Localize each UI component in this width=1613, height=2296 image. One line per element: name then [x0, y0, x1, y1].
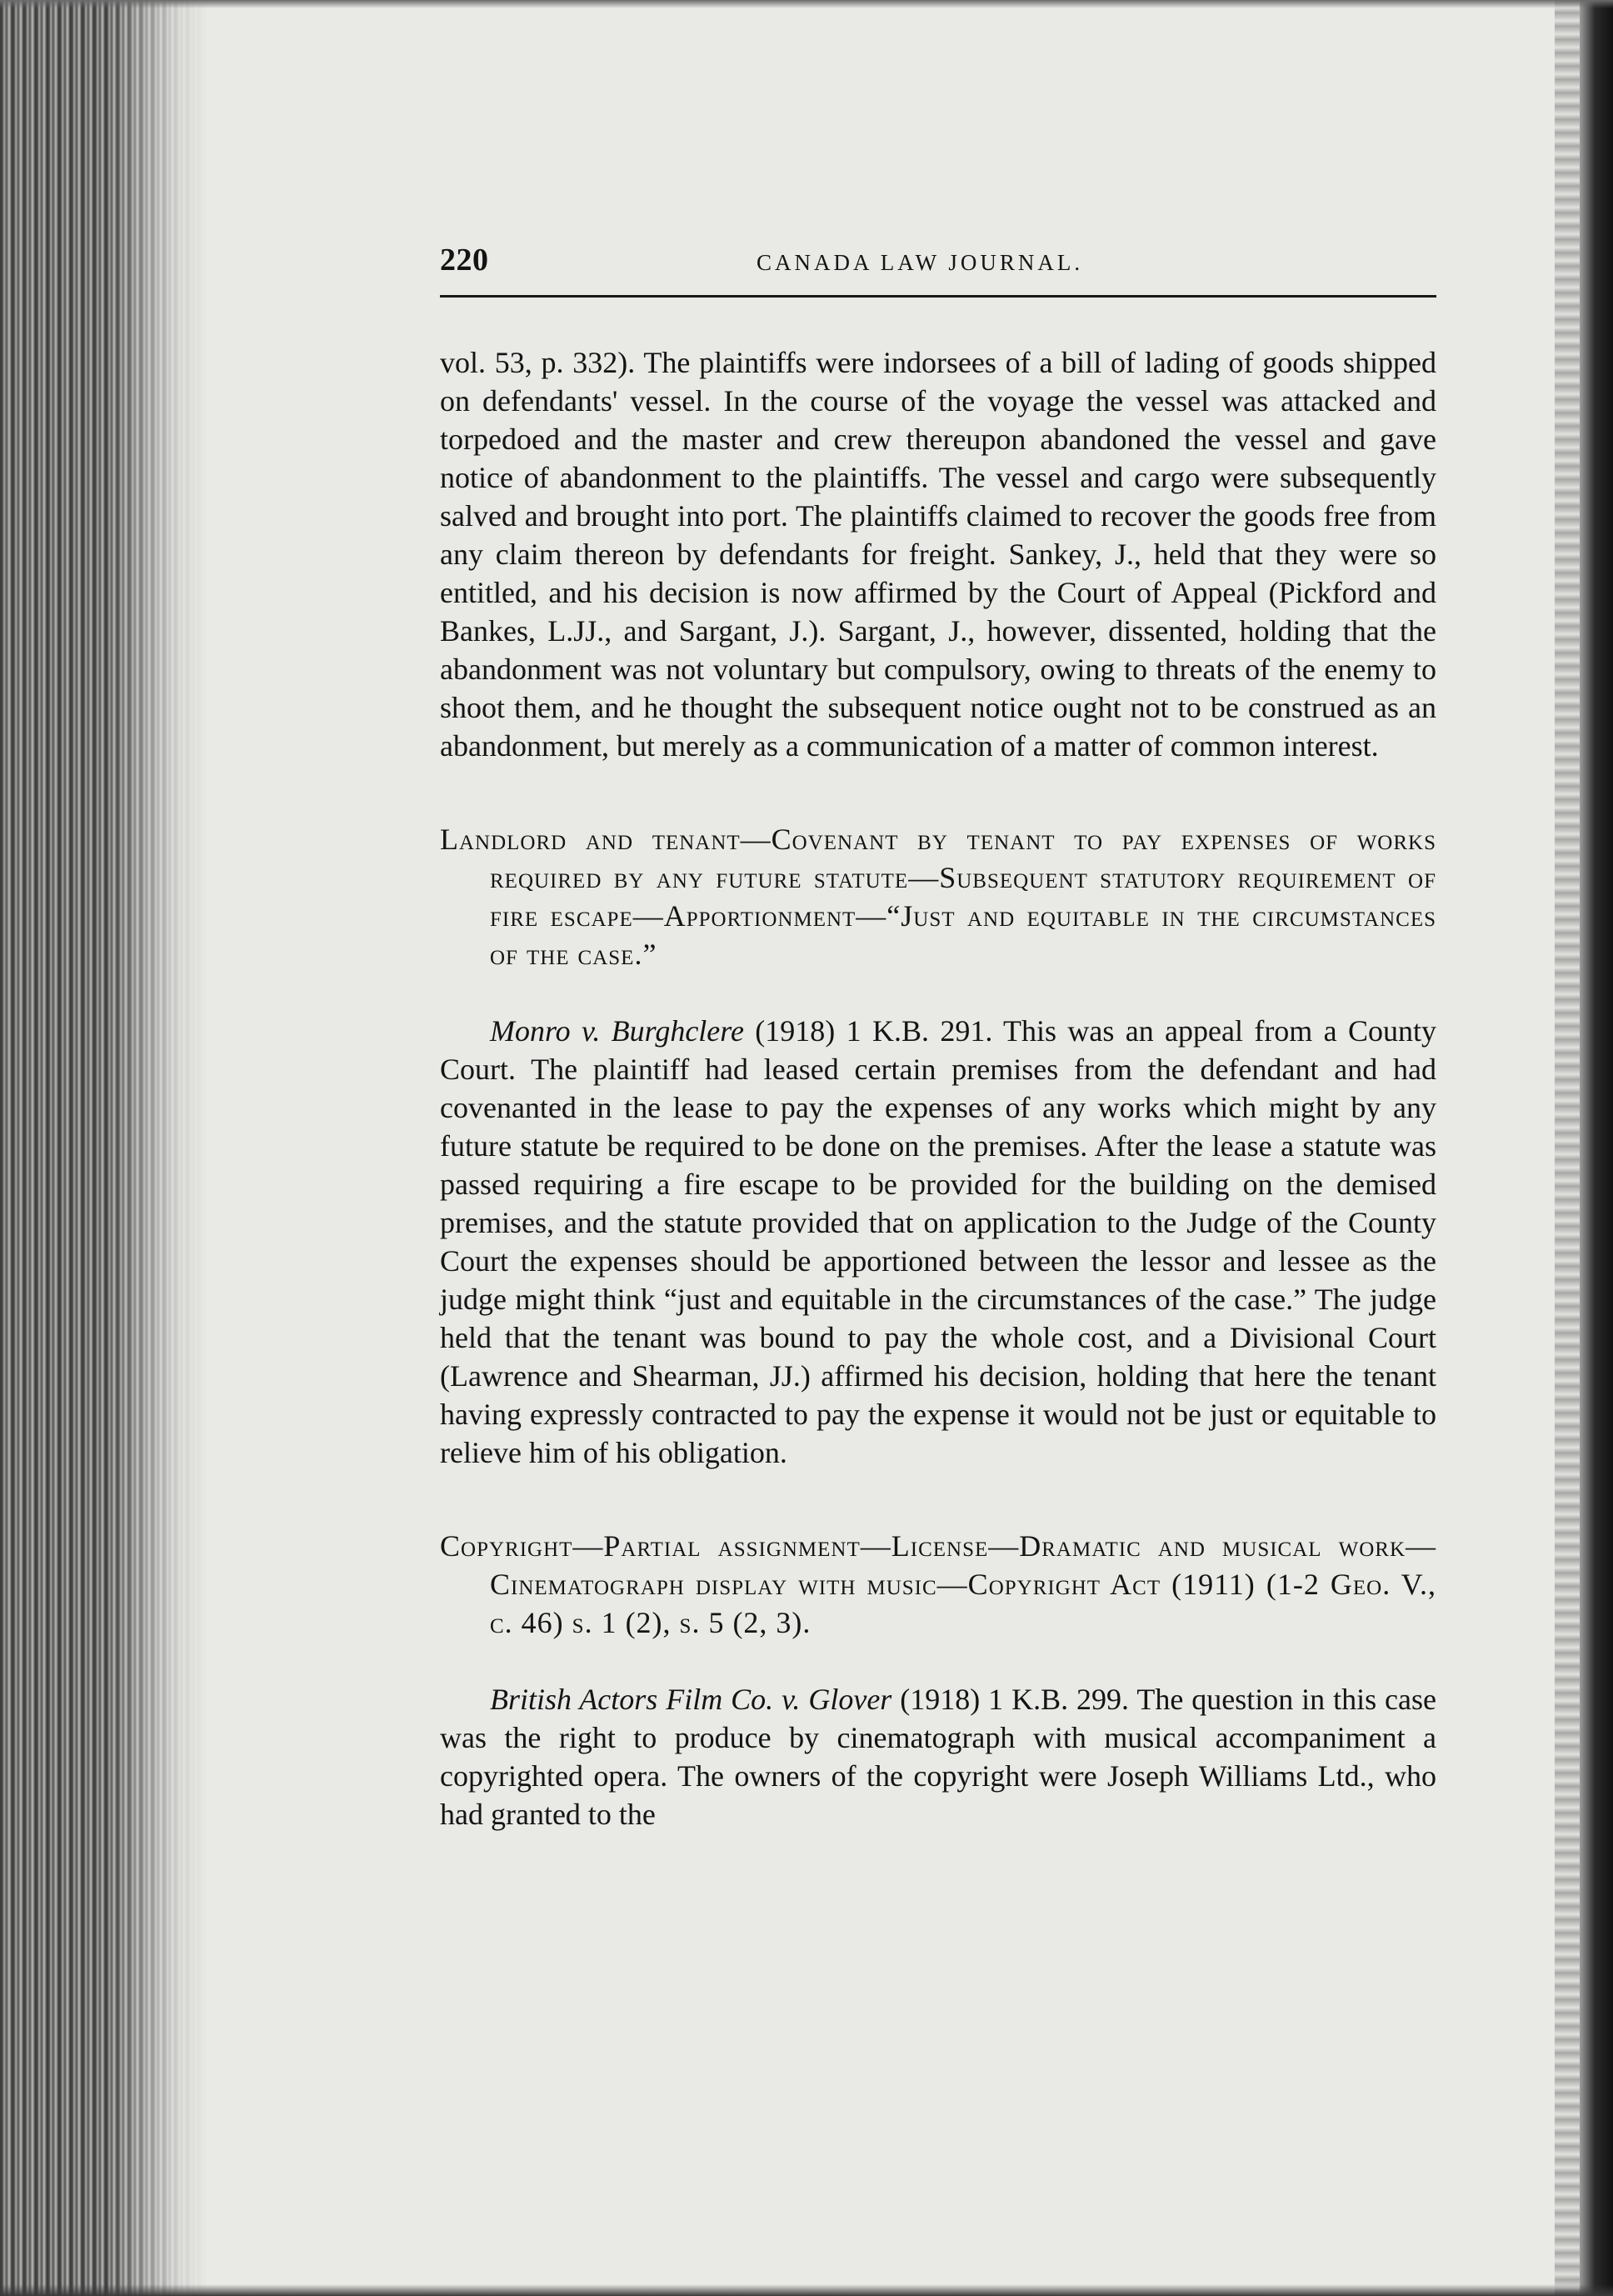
header-rule [440, 295, 1436, 298]
case-monro-name: Monro v. Burghclere [490, 1014, 744, 1048]
journal-page [440, 242, 1436, 1831]
headnote-landlord-tenant: Landlord and tenant—Covenant by tenant to pay expenses of works required by any future statute—Subsequent statutory requirement of fire escape—Apportionment—“Just and equitable in the circumstances of the case.” [440, 823, 1436, 971]
case-monro-citation: (1918) 1 K.B. 291. [743, 1014, 993, 1048]
page-number: 220 [440, 243, 489, 278]
scan-right-edge [1580, 0, 1613, 2296]
case-british-actors-paragraph [440, 1680, 1436, 1833]
scan-bottom-edge [0, 2284, 1613, 2296]
running-head: CANADA LAW JOURNAL. [757, 250, 1084, 275]
case-british-actors-text: The question in this case was the right to produce by cinematograph with musical accompaniment a copyrighted opera. The owners of the copyright were Joseph Williams Ltd., who had granted to the [440, 1683, 1436, 1831]
case-monro-paragraph [440, 1012, 1436, 1472]
case-monro-text: This was an appeal from a County Court. The plaintiff had leased certain premises from the defendant and had covenanted in the lease to pay the expenses of any works which might by any future statute be required to be done on the premises. After the lease a statute was passed requiring a fire escape to be provided for the building on the demised premises, and the statute provided that on application to the Judge of the County Court the expenses should be apportioned between the lessor and lessee as the judge might think “just and equitable in the circumstances of the case.” The judge held that the tenant was bound to pay the whole cost, and a Divisional Court (Lawrence and Shearman, JJ.) affirmed his decision, holding that here the tenant having expressly contracted to pay the expense it would not be just or equitable to relieve him of his obligation. [440, 1014, 1436, 1469]
page-body [440, 343, 1436, 1833]
page-header [440, 242, 1436, 283]
case-british-actors-name: British Actors Film Co. v. Glover [490, 1683, 892, 1716]
headnote-copyright: Copyright—Partial assignment—License—Dramatic and musical work—Cinematograph display with music—Copyright Act (1911) (1-2 Geo. V., c. 46) s. 1 (2), s. 5 (2, 3). [440, 1529, 1436, 1639]
scan-left-gutter [0, 0, 208, 2296]
scan-top-edge [0, 0, 1613, 8]
continuation-paragraph: vol. 53, p. 332). The plaintiffs were indorsees of a bill of lading of goods shipped on defendants' vessel. In the course of the voyage the vessel was attacked and torpedoed and the master and crew thereupon abandoned the vessel and gave notice of abandonment to the plaintiffs. The vessel and cargo were subsequently salved and brought into port. The plaintiffs claimed to recover the goods free from any claim thereon by defendants for freight. Sankey, J., held that they were so entitled, and his decision is now affirmed by the Court of Appeal (Pickford and Bankes, L.JJ., and Sargant, J.). Sargant, J., however, dissented, holding that the abandonment was not voluntary but compulsory, owing to threats of the enemy to shoot them, and he thought the subsequent notice ought not to be construed as an abandonment, but merely as a communication of a matter of common interest. [440, 346, 1436, 763]
case-british-actors-citation: (1918) 1 K.B. 299. [891, 1683, 1130, 1716]
